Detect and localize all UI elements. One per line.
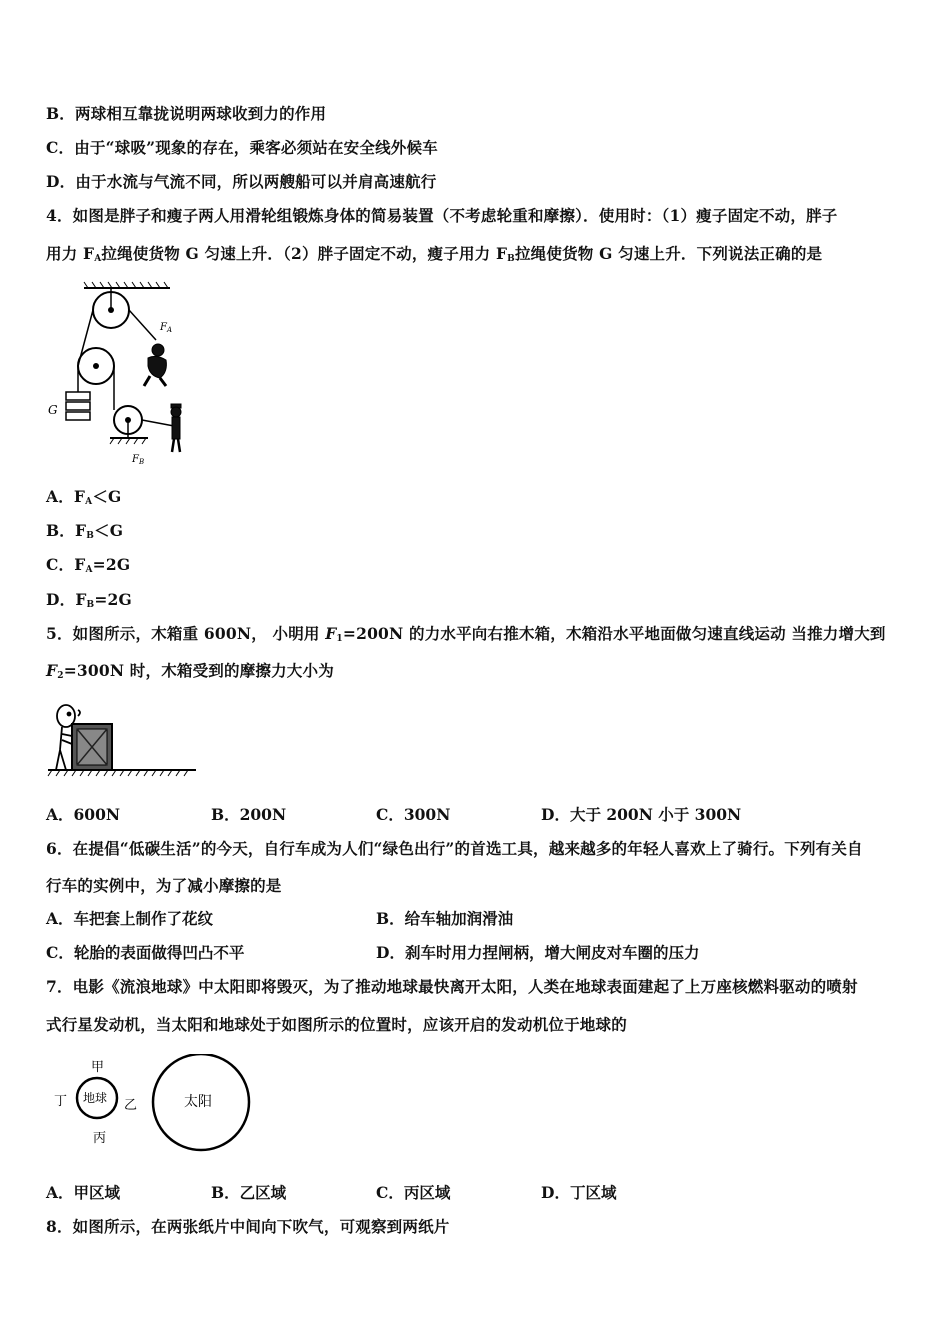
q3-option-d: D．由于水流与气流不同，所以两艘船可以并肩高速航行 xyxy=(46,172,437,191)
label-g: G xyxy=(48,403,58,417)
q4-stem-line2: 用力 $F_A$拉绳使货物 G 匀速上升．（2）胖子固定不动，瘦子用力 $F_B$拉绳使货物 G 匀速上升．下列说法正确的是 xyxy=(46,244,823,264)
earth-label: 地球 xyxy=(83,1091,108,1105)
q4-option-d: D．$F_B=2G$ xyxy=(46,590,132,610)
q4-option-c: C．$F_A=2G$ xyxy=(46,555,131,575)
fat-person-figure xyxy=(144,344,166,386)
region-bing-label: 丙 xyxy=(93,1131,107,1146)
q6-option-a: A．车把套上制作了花纹 xyxy=(46,909,214,928)
label-fa: $F_A$ xyxy=(160,322,173,334)
q8-stem-line1: 8．如图所示，在两张纸片中间向下吹气，可观察到两纸片 xyxy=(46,1217,450,1236)
q6-stem-line1: 6．在提倡“低碳生活”的今天，自行车成为人们“绿色出行”的首选工具，越来越多的年轻人喜欢上了骑行。下列有关自 xyxy=(46,839,863,858)
earth-sun-figure xyxy=(48,1054,258,1158)
q6-option-d: D．刹车时用力捏闸柄，增大闸皮对车圈的压力 xyxy=(376,943,700,962)
q3-option-b: B．两球相互靠拢说明两球收到力的作用 xyxy=(46,104,327,123)
pulley-system-figure xyxy=(44,280,204,472)
q5-option-c: C．300N xyxy=(376,805,451,824)
q5-stem-line1: 5．如图所示，木箱重 600N， 小明用 $F_1=200N$ 的力水平向右推木箱，木箱沿水平地面做匀速直线运动 当推力增大到 xyxy=(46,624,886,644)
region-yi-label: 乙 xyxy=(124,1098,138,1113)
q3-option-c: C．由于“球吸”现象的存在，乘客必须站在安全线外候车 xyxy=(46,138,438,157)
region-jia-label: 甲 xyxy=(91,1060,105,1075)
region-ding-label: 丁 xyxy=(54,1094,68,1109)
push-box-figure xyxy=(44,694,200,780)
sun-label: 太阳 xyxy=(184,1094,212,1110)
q7-option-c: C．丙区域 xyxy=(376,1183,451,1202)
thin-person-figure xyxy=(171,404,181,452)
wooden-box xyxy=(72,724,112,770)
q5-option-b: B．200N xyxy=(211,805,287,824)
q5-option-a: A．600N xyxy=(46,805,121,824)
label-fb: $F_B$ xyxy=(132,454,145,466)
q4-option-a: A．$F_A<G$ xyxy=(46,487,122,507)
q7-stem-line2: 式行星发动机，当太阳和地球处于如图所示的位置时，应该开启的发动机位于地球的 xyxy=(46,1015,627,1034)
q5-option-d: D．大于 200N 小于 300N xyxy=(541,805,742,824)
q7-option-a: A．甲区域 xyxy=(46,1183,121,1202)
q6-option-c: C．轮胎的表面做得凹凸不平 xyxy=(46,943,245,962)
q7-stem-line1: 7．电影《流浪地球》中太阳即将毁灭，为了推动地球最快离开太阳，人类在地球表面建起了上万座核燃料驱动的喷射 xyxy=(46,977,858,996)
q5-stem-line2: $F_2=300N$ 时，木箱受到的摩擦力大小为 xyxy=(46,661,334,681)
q7-option-d: D．丁区域 xyxy=(541,1183,617,1202)
q4-stem-line1: 4．如图是胖子和瘦子两人用滑轮组锻炼身体的简易装置（不考虑轮重和摩擦）．使用时：（1）瘦子固定不动，胖子 xyxy=(46,206,838,225)
q7-option-b: B．乙区域 xyxy=(211,1183,287,1202)
q6-option-b: B．给车轴加润滑油 xyxy=(376,909,514,928)
q4-option-b: B．$F_B<G$ xyxy=(46,521,124,541)
q6-stem-line2: 行车的实例中，为了减小摩擦的是 xyxy=(46,876,282,895)
